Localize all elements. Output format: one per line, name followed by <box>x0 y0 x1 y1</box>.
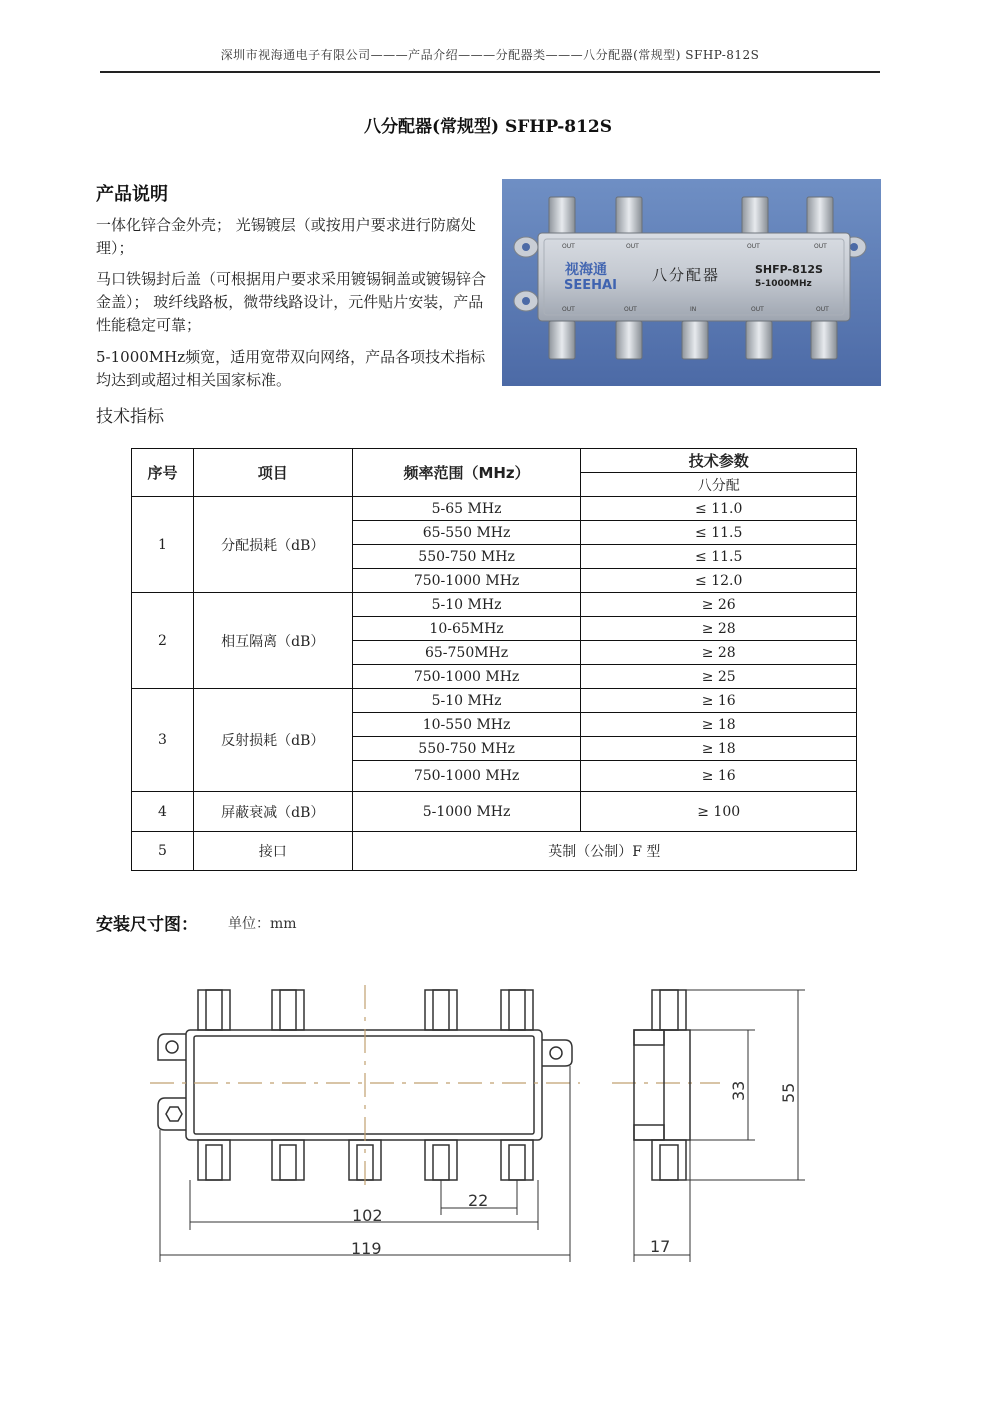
table-row <box>132 593 857 617</box>
product-photo <box>502 179 881 386</box>
row-value: ≤ 11.0 <box>581 497 857 521</box>
row-freq: 550-750 MHz <box>352 545 581 569</box>
row-item: 屏蔽衰减（dB） <box>193 792 352 832</box>
description-heading: 产品说明 <box>96 184 168 205</box>
row-value: ≥ 28 <box>581 641 857 665</box>
description-paragraph-1: 一体化锌合金外壳； 光锡镀层（或按用户要求进行防腐处理）； <box>96 216 476 257</box>
svg-text:OUT: OUT <box>751 306 764 313</box>
header-seq: 序号 <box>132 449 194 497</box>
header-param: 技术参数 <box>581 449 857 473</box>
header-freq: 频率范围（MHz） <box>352 449 581 497</box>
row-value: ≥ 18 <box>581 737 857 761</box>
side-view <box>634 990 690 1180</box>
row-value: ≥ 26 <box>581 593 857 617</box>
side-dimensions <box>634 990 805 1262</box>
row-freq: 10-65MHz <box>352 617 581 641</box>
port-label: OUT <box>562 243 575 250</box>
dim-side-inner: 33 <box>729 1080 748 1101</box>
row-seq: 1 <box>132 497 194 593</box>
dim-side-total: 55 <box>779 1082 798 1103</box>
front-dimensions <box>160 1066 570 1262</box>
table-row <box>132 497 857 521</box>
row-freq: 750-1000 MHz <box>352 665 581 689</box>
table-row <box>132 792 857 832</box>
product-name-cn: 八分配器 <box>652 266 721 284</box>
row-seq: 4 <box>132 792 194 832</box>
install-heading: 安装尺寸图： <box>96 915 198 935</box>
model-label: SHFP-812S <box>755 263 823 276</box>
description-paragraph-3: 5-1000MHz频宽，适用宽带双向网络，产品各项技术指标均达到或超过相关国家标准。 <box>96 348 486 389</box>
row-value: ≤ 11.5 <box>581 521 857 545</box>
row-freq: 550-750 MHz <box>352 737 581 761</box>
row-freq: 65-550 MHz <box>352 521 581 545</box>
row-freq: 5-65 MHz <box>352 497 581 521</box>
row-item: 相互隔离（dB） <box>193 593 352 689</box>
svg-text:OUT: OUT <box>747 243 760 250</box>
header-param-sub: 八分配 <box>581 473 857 497</box>
brand-en: SEEHAI <box>564 278 617 293</box>
description-paragraph-2: 马口铁锡封后盖（可根据用户要求采用镀锡铜盖或镀锡锌合金盖）； 玻纤线路板，微带线路设计，元件贴片安装，产品性能稳定可靠； <box>96 270 487 334</box>
install-unit: 单位：mm <box>228 916 297 932</box>
row-freq: 10-550 MHz <box>352 713 581 737</box>
row-item: 分配损耗（dB） <box>193 497 352 593</box>
table-row <box>132 832 857 871</box>
row-seq: 2 <box>132 593 194 689</box>
svg-text:OUT: OUT <box>624 306 637 313</box>
row-value: ≥ 100 <box>581 792 857 832</box>
svg-text:OUT: OUT <box>816 306 829 313</box>
dim-depth: 17 <box>650 1237 671 1256</box>
row-seq: 5 <box>132 832 194 871</box>
row-value: ≥ 18 <box>581 713 857 737</box>
in-label: IN <box>690 306 697 313</box>
row-value: ≤ 12.0 <box>581 569 857 593</box>
row-freq: 5-10 MHz <box>352 689 581 713</box>
row-freq: 65-750MHz <box>352 641 581 665</box>
front-view <box>158 990 572 1180</box>
dim-total-width: 119 <box>351 1239 382 1258</box>
svg-text:OUT: OUT <box>814 243 827 250</box>
row-freq: 5-1000 MHz <box>352 792 581 832</box>
row-value: ≥ 25 <box>581 665 857 689</box>
brand-cn: 视海通 <box>565 262 607 278</box>
header-divider <box>100 71 880 73</box>
dim-pitch: 22 <box>468 1191 489 1210</box>
row-seq: 3 <box>132 689 194 792</box>
svg-text:OUT: OUT <box>562 306 575 313</box>
spec-table <box>131 448 857 871</box>
row-value: ≥ 16 <box>581 689 857 713</box>
header-item: 项目 <box>193 449 352 497</box>
row-value: 英制（公制）F 型 <box>352 832 856 871</box>
row-value: ≥ 16 <box>581 761 857 792</box>
row-freq: 750-1000 MHz <box>352 569 581 593</box>
center-lines <box>150 985 720 1190</box>
row-value: ≥ 28 <box>581 617 857 641</box>
table-row <box>132 689 857 713</box>
row-freq: 5-10 MHz <box>352 593 581 617</box>
row-item: 反射损耗（dB） <box>193 689 352 792</box>
tech-spec-heading: 技术指标 <box>96 407 164 427</box>
freq-label: 5-1000MHz <box>755 279 812 289</box>
row-freq: 750-1000 MHz <box>352 761 581 792</box>
svg-text:OUT: OUT <box>626 243 639 250</box>
row-item: 接口 <box>193 832 352 871</box>
row-value: ≤ 11.5 <box>581 545 857 569</box>
dim-body-width: 102 <box>352 1206 383 1225</box>
page-header: 深圳市视海通电子有限公司———产品介绍———分配器类———八分配器(常规型) SFHP-812S <box>220 48 760 62</box>
document-title: 八分配器(常规型) SFHP-812S <box>363 117 613 137</box>
